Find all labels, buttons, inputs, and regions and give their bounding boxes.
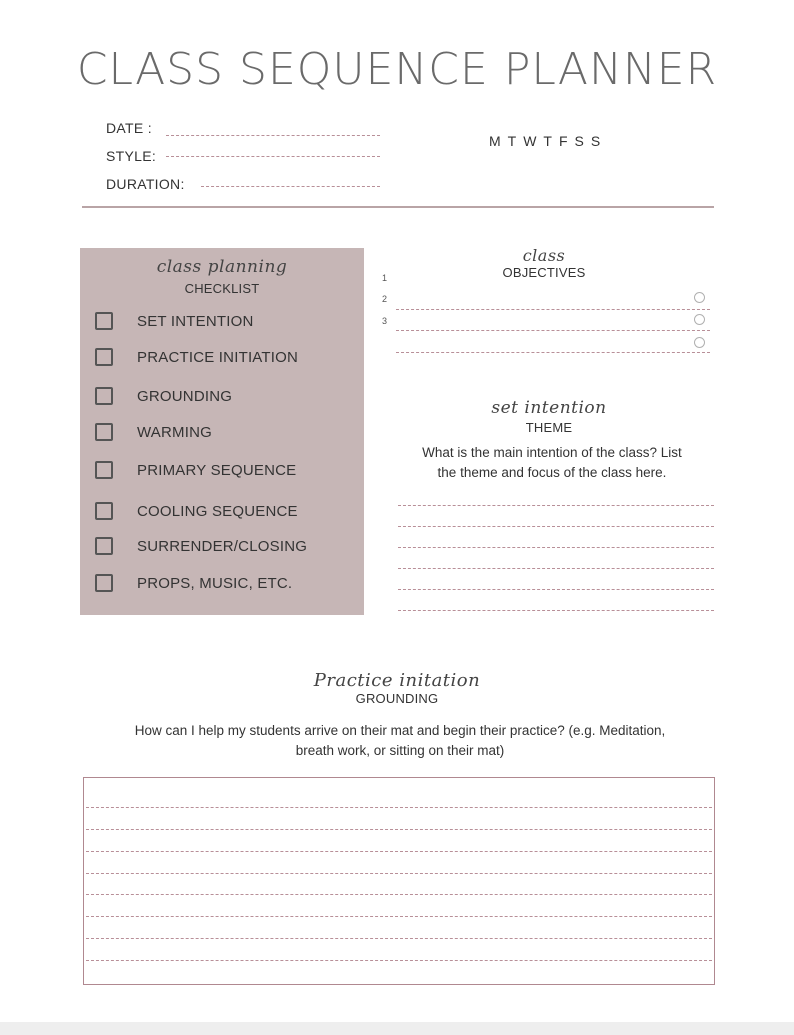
grounding-question-line: breath work, or sitting on their mat)	[295, 743, 505, 758]
checklist-item-label: WARMING	[137, 424, 213, 441]
theme-line[interactable]	[398, 610, 714, 611]
theme-line[interactable]	[398, 505, 714, 506]
notes-line[interactable]	[86, 829, 712, 830]
duration-label: DURATION:	[106, 176, 185, 192]
notes-line[interactable]	[86, 894, 712, 895]
notes-line[interactable]	[86, 807, 712, 808]
checkbox-icon[interactable]	[95, 537, 113, 555]
checkbox-icon[interactable]	[95, 312, 113, 330]
checklist-item-label: PRACTICE INITIATION	[137, 349, 299, 366]
theme-line[interactable]	[398, 568, 714, 569]
notes-line[interactable]	[86, 938, 712, 939]
theme-line[interactable]	[398, 526, 714, 527]
grounding-notes-box[interactable]	[83, 777, 715, 985]
page-title: CLASS SEQUENCE PLANNER	[76, 44, 718, 95]
checklist-item-label: COOLING SEQUENCE	[137, 503, 298, 520]
checklist-panel	[80, 248, 364, 615]
objective-line[interactable]	[396, 352, 710, 353]
circle-icon	[694, 314, 705, 325]
intention-question	[392, 443, 712, 483]
checklist-heading: CHECKLIST	[184, 281, 260, 296]
checkbox-icon[interactable]	[95, 502, 113, 520]
checkbox-icon[interactable]	[95, 461, 113, 479]
checkbox-icon[interactable]	[95, 423, 113, 441]
bottom-edge	[0, 1022, 794, 1035]
notes-line[interactable]	[86, 851, 712, 852]
checklist-item-label: PRIMARY SEQUENCE	[137, 462, 297, 479]
intention-question-line: What is the main intention of the class? List	[422, 445, 682, 460]
grounding-question-line: How can I help my students arrive on their mat and begin their practice? (e.g. Meditation,	[134, 723, 666, 738]
checklist-item-label: SET INTENTION	[137, 313, 254, 330]
objective-line[interactable]	[396, 309, 710, 310]
theme-line[interactable]	[398, 547, 714, 548]
circle-icon	[694, 337, 705, 348]
checkbox-icon[interactable]	[95, 387, 113, 405]
theme-line[interactable]	[398, 589, 714, 590]
objective-number: 1	[382, 273, 388, 283]
duration-line[interactable]	[201, 186, 380, 187]
checklist-script-heading: class planning	[156, 257, 288, 277]
objective-number: 3	[382, 316, 388, 326]
grounding-question	[90, 721, 710, 761]
date-label: DATE :	[106, 120, 152, 136]
checklist-item-label: SURRENDER/CLOSING	[137, 538, 308, 555]
objective-line[interactable]	[396, 330, 710, 331]
notes-line[interactable]	[86, 873, 712, 874]
style-label: STYLE:	[106, 148, 157, 164]
weekday-selector[interactable]: MTWTFSS	[489, 133, 608, 149]
objective-number: 2	[382, 294, 388, 304]
checklist-item-label: GROUNDING	[137, 388, 233, 405]
notes-line[interactable]	[86, 916, 712, 917]
date-line[interactable]	[166, 135, 380, 136]
initiation-script-heading: Practice initation	[313, 670, 481, 691]
header-divider	[82, 206, 714, 208]
style-line[interactable]	[166, 156, 380, 157]
objectives-heading: OBJECTIVES	[502, 265, 586, 280]
objectives-script-heading: class	[522, 246, 566, 265]
theme-heading: THEME	[525, 420, 573, 435]
notes-line[interactable]	[86, 960, 712, 961]
circle-icon	[694, 292, 705, 303]
checklist-item-label: PROPS, MUSIC, ETC.	[137, 575, 293, 592]
intention-script-heading: set intention	[491, 398, 607, 418]
grounding-heading: GROUNDING	[355, 691, 439, 706]
intention-question-line: the theme and focus of the class here.	[437, 465, 667, 480]
checkbox-icon[interactable]	[95, 348, 113, 366]
checkbox-icon[interactable]	[95, 574, 113, 592]
